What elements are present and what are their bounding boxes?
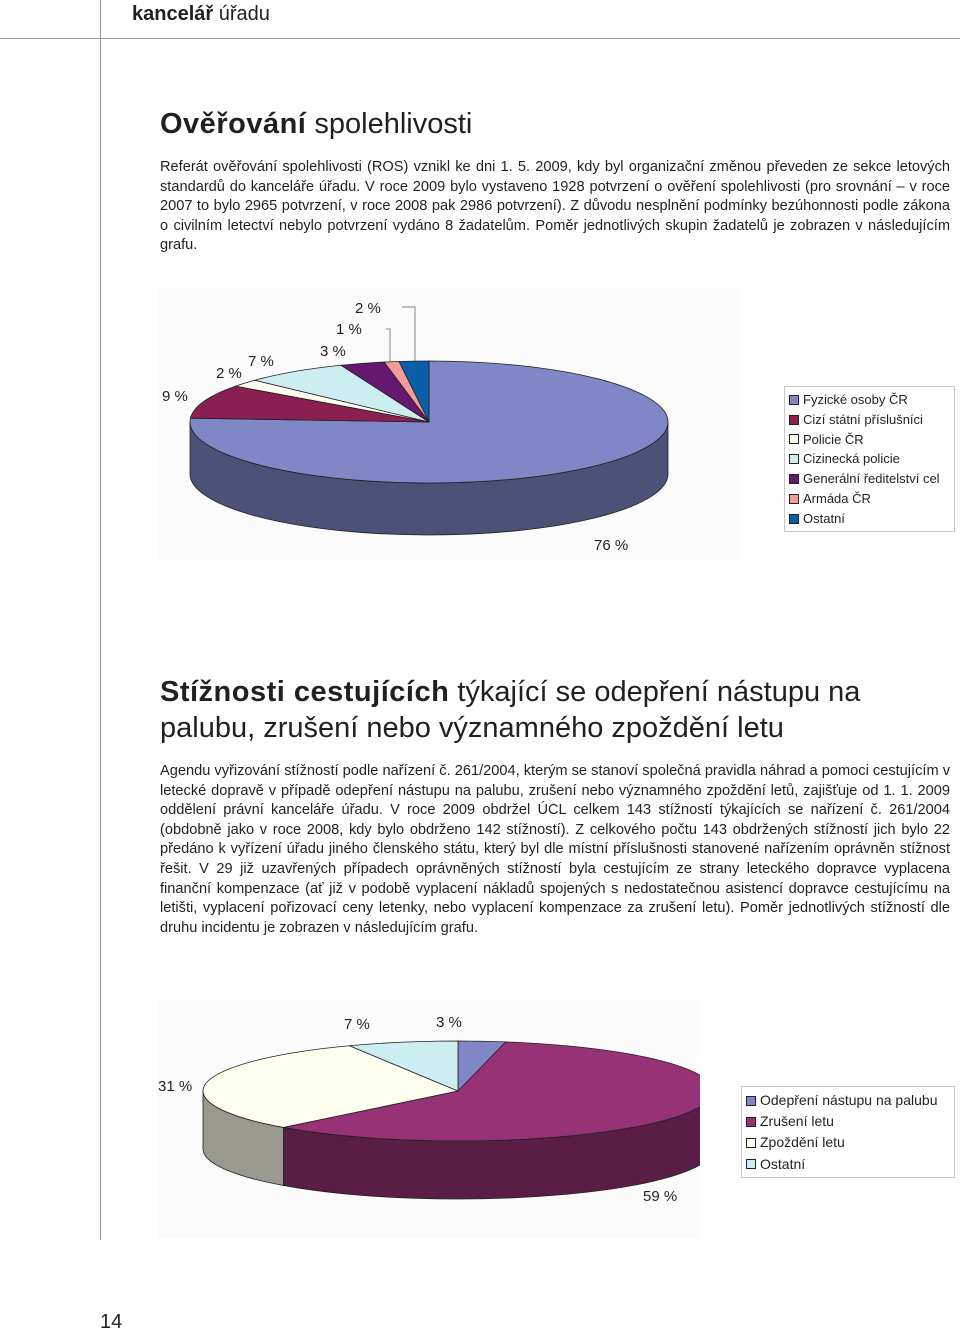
pie-label-4: 3 % xyxy=(320,343,346,360)
legend-item xyxy=(789,449,951,469)
heading-verification-rest: spolehlivosti xyxy=(306,108,473,140)
pie-label-5: 1 % xyxy=(336,321,362,338)
heading-complaints-rest: týkající se odepření nástupu na palubu, zrušení nebo významného zpoždění letu xyxy=(160,676,861,744)
paragraph-complaints: Agendu vyřizování stížností podle nařízení č. 261/2004, kterým se stanoví společná pravidla náhrad a pomoci cestujícím v letecké dopravě v případě odepření nástupu na palubu, zrušení nebo významného zpoždění letů, zajišťuje od 1. 1. 2009 oddělení právní kanceláře úřadu. V roce 2009 obdržel ÚCL celkem 143 stížností týkajících se nařízení č. 261/2004 (obdobně jako v roce 2008, kdy bylo obdrženo 142 stížností). Z celkového počtu 143 obdržených stížností jich bylo 22 předáno k vyřízení úřadu jiného členského státu, který byl dle místní příslušnosti stanovené nařízením oprávněn stížnost řešit. V 29 již uzavřených případech oprávněných stížností byla cestujícím ze strany leteckého dopravce vyplacena finanční kompenzace (ať již v podobě vyplacení nákladů spojených s nedostatečnou asistencí dopravce cestujícímu na letišti, vyplacení pořizovací ceny letenky, nebo vyplacení kompenzace za zrušení letu). Poměr jednotlivých stížností dle druhu incidentu je zobrazen v následujícím grafu. xyxy=(160,763,950,936)
chart-applicant-groups xyxy=(158,288,740,560)
legend-swatch xyxy=(789,494,799,504)
legend-label: Generální ředitelství cel xyxy=(803,471,940,487)
legend-label: Zpoždění letu xyxy=(760,1134,845,1151)
pie-label-0: 76 % xyxy=(594,537,629,554)
heading-verification-bold: Ověřování xyxy=(160,108,307,140)
legend-item xyxy=(746,1090,951,1111)
legend-swatch xyxy=(746,1117,756,1127)
legend-applicant-groups xyxy=(784,386,955,532)
legend-label: Fyzické osoby ČR xyxy=(803,392,908,407)
legend-swatch xyxy=(789,395,799,405)
pie-label-1: 59 % xyxy=(643,1188,678,1205)
margin-line xyxy=(100,0,101,1240)
legend-label: Odepření nástupu na palubu xyxy=(760,1092,938,1108)
pie-label-2: 2 % xyxy=(216,365,242,382)
legend-label: Armáda ČR xyxy=(803,490,871,506)
legend-label: Ostatní xyxy=(803,510,845,526)
legend-item xyxy=(746,1111,951,1132)
legend-item xyxy=(789,469,951,489)
leader-line xyxy=(386,329,390,362)
pie-label-3: 7 % xyxy=(344,1016,370,1033)
page-number: 14 xyxy=(100,1311,123,1333)
leader-line xyxy=(402,307,415,361)
header-bar xyxy=(0,0,960,39)
paragraph-verification: Referát ověřování spolehlivosti (ROS) vznikl ke dni 1. 5. 2009, kdy byl organizační změnou převeden ze sekce letových standardů do kanceláře úřadu. V roce 2009 bylo vystaveno 1928 potvrzení o ověření spolehlivosti (pro srovnání – v roce 2007 to bylo 2965 potvrzení, v roce 2008 pak 2986 potvrzení). Z důvodu nesplnění podmínky bezúhonnosti podle zákona o civilním letectví nebylo potvrzení vydáno 8 žadatelům. Poměr jednotlivých skupin žadatelů je zobrazen v následujícím grafu. xyxy=(160,159,950,254)
legend-swatch xyxy=(746,1159,756,1169)
pie-label-0: 3 % xyxy=(436,1014,462,1031)
legend-label: Cizí státní příslušníci xyxy=(803,411,923,427)
legend-item xyxy=(746,1132,951,1153)
legend-label: Zrušení letu xyxy=(760,1113,834,1130)
heading-verification xyxy=(160,106,472,142)
legend-label: Cizinecká policie xyxy=(803,451,900,467)
pie-label-1: 9 % xyxy=(162,388,188,405)
legend-swatch xyxy=(789,474,799,484)
legend-item xyxy=(789,390,951,410)
section-title-bold: kancelář xyxy=(132,3,214,25)
heading-complaints xyxy=(160,674,940,746)
legend-item xyxy=(746,1154,951,1175)
chart-applicant-groups-svg xyxy=(158,288,740,560)
pie-label-3: 7 % xyxy=(248,353,274,370)
pie-label-6: 2 % xyxy=(355,300,381,317)
legend-complaint-types xyxy=(741,1086,955,1178)
legend-swatch xyxy=(789,415,799,425)
legend-item xyxy=(789,489,951,509)
heading-complaints-bold: Stížnosti cestujících xyxy=(160,676,450,708)
chart-complaint-types xyxy=(158,1000,700,1238)
legend-swatch xyxy=(789,454,799,464)
section-title xyxy=(132,2,270,26)
pie-label-2: 31 % xyxy=(158,1078,193,1095)
legend-label: Ostatní xyxy=(760,1155,806,1172)
legend-label: Policie ČR xyxy=(803,431,864,447)
legend-item xyxy=(789,410,951,430)
legend-swatch xyxy=(746,1138,756,1148)
chart-complaint-types-svg xyxy=(158,1000,700,1238)
legend-swatch xyxy=(789,514,799,524)
legend-swatch xyxy=(789,434,799,444)
section-title-rest: úřadu xyxy=(213,3,270,25)
legend-item xyxy=(789,430,951,450)
legend-swatch xyxy=(746,1096,756,1106)
legend-item xyxy=(789,509,951,529)
